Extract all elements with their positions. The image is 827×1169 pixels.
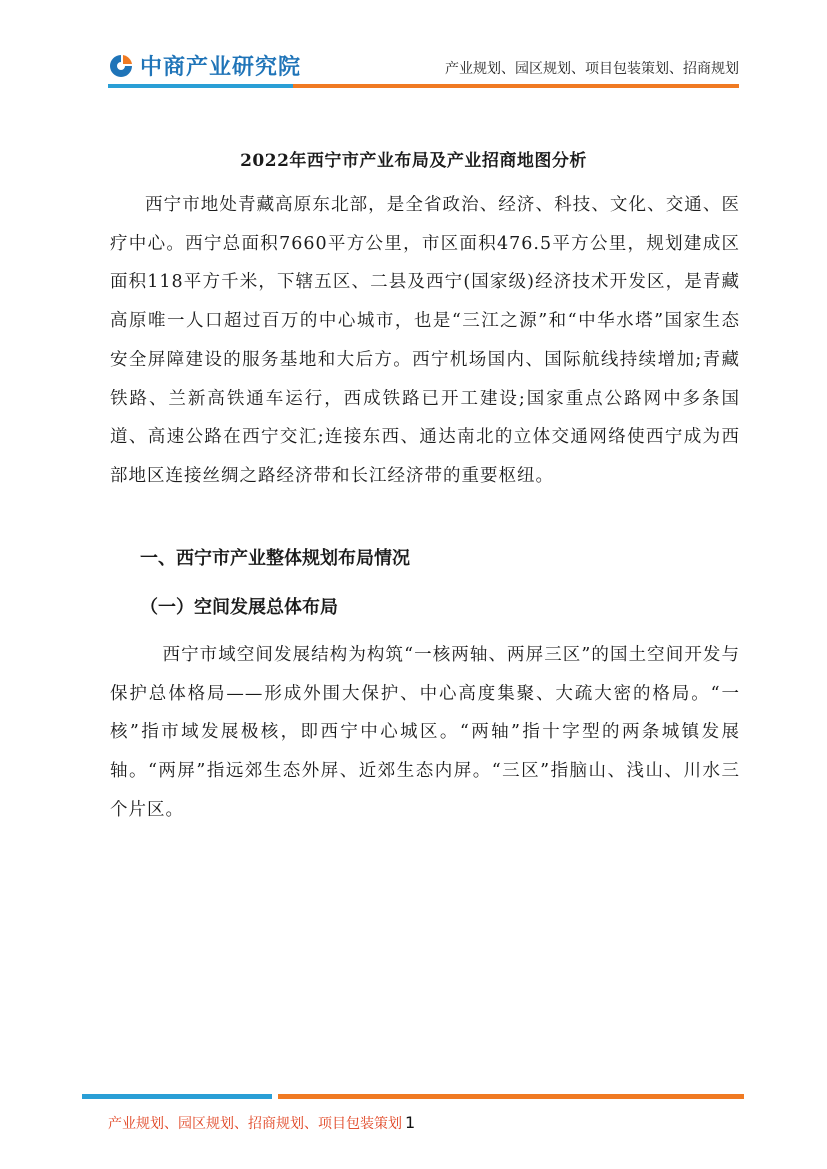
- header-rule-blue: [108, 84, 293, 88]
- footer-rule-orange: [278, 1094, 744, 1099]
- subsection-heading: （一）空间发展总体布局: [140, 597, 338, 618]
- company-logo: [108, 50, 301, 81]
- logo-mark-icon: [108, 53, 134, 79]
- footer-rule-blue: [82, 1094, 272, 1099]
- page-header: [0, 0, 827, 100]
- page-number: 1: [405, 1113, 416, 1132]
- footer-tagline: 产业规划、园区规划、招商规划、项目包装策划: [108, 1116, 402, 1132]
- intro-paragraph: 西宁市地处青藏高原东北部，是全省政治、经济、科技、文化、交通、医疗中心。西宁总面积7660平方公里，市区面积476.5平方公里，规划建成区面积118平方千米，下辖五区、二县及西宁(国家级)经济技术开发区，是青藏高原唯一人口超过百万的中心城市，也是“三江之源”和“中华水塔”国家生态安全屏障建设的服务基地和大后方。西宁机场国内、国际航线持续增加;青藏铁路、兰新高铁通车运行，西成铁路已开工建设;国家重点公路网中多条国道、高速公路在西宁交汇;连接东西、通达南北的立体交通网络使西宁成为西部地区连接丝绸之路经济带和长江经济带的重要枢纽。: [110, 195, 740, 486]
- logo-text: 中商产业研究院: [140, 55, 302, 80]
- subsection-paragraph: 西宁市域空间发展结构为构筑“一核两轴、两屏三区”的国土空间开发与保护总体格局——形成外围大保护、中心高度集聚、大疏大密的格局。“一核”指市域发展极核，即西宁中心城区。“两轴”指十字型的两条城镇发展轴。“两屏”指远郊生态外屏、近郊生态内屏。“三区”指脑山、浅山、川水三个片区。: [110, 645, 740, 820]
- header-rule-orange: [293, 84, 739, 88]
- document-title: 2022年西宁市产业布局及产业招商地图分析: [240, 151, 587, 171]
- page-footer: [108, 1113, 415, 1133]
- header-tagline: 产业规划、园区规划、项目包装策划、招商规划: [445, 61, 739, 77]
- section-heading: 一、西宁市产业整体规划布局情况: [140, 548, 410, 569]
